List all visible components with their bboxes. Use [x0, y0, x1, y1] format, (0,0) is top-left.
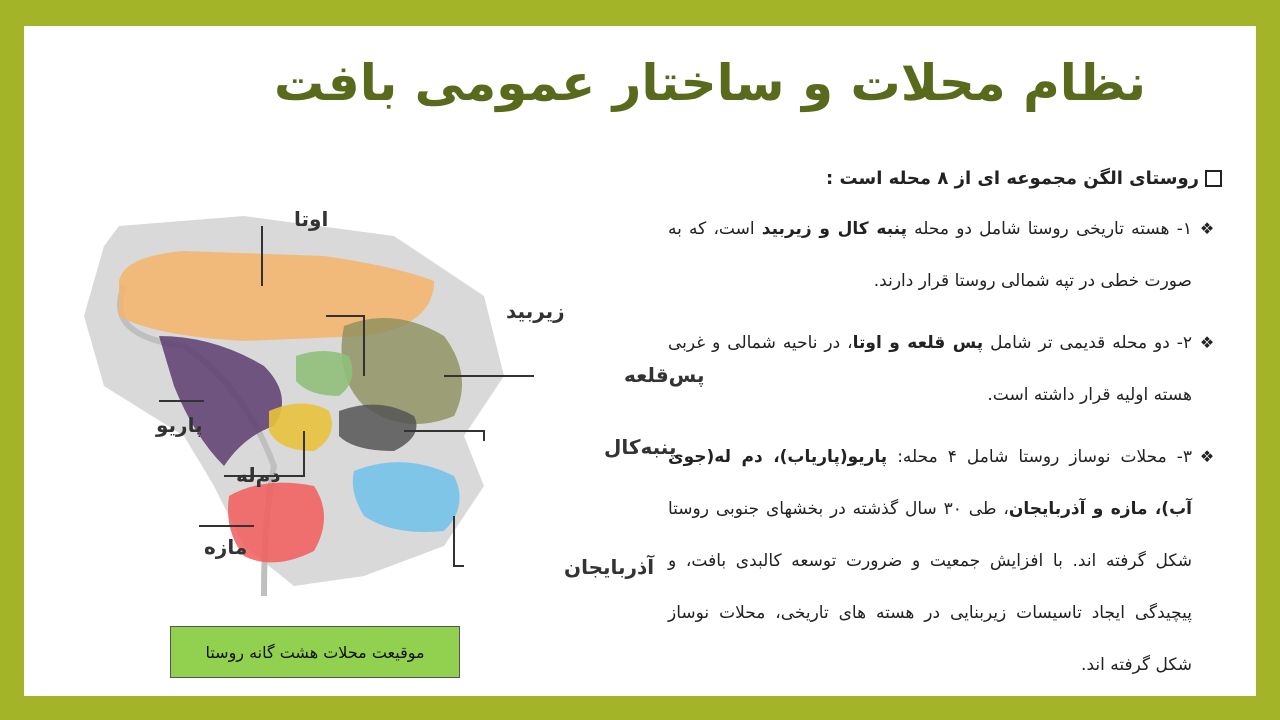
item-text: ۱- هسته تاریخی روستا شامل دو محله پنبه کال و زیربید است، که به صورت خطی در تپه شمالی روستا قرار دارند. — [668, 219, 1192, 291]
label-panbekal: پنبه‌کال — [604, 435, 677, 459]
list-item — [668, 431, 1222, 691]
neighborhood-map — [64, 186, 705, 616]
label-ota: اوتا — [294, 207, 329, 231]
label-mazeh: مازه — [204, 535, 248, 559]
page-title: نظام محلات و ساختار عمومی بافت — [274, 54, 1146, 112]
label-azarbaijan: آذربایجان — [564, 555, 655, 579]
item-text: ۲- دو محله قدیمی تر شامل پس قلعه و اوتا، در ناحیه شمالی و غربی هسته اولیه قرار داشته است. — [668, 333, 1193, 405]
intro-line — [668, 168, 1222, 189]
item-text: ۳- محلات نوساز روستا شامل ۴ محله: پاریو(پاریاب)، دم له(جوی آب)، مازه و آذربایجان، طی ۳۰ سال گذشته در بخشهای جنوبی روستا شکل گرفته اند. با افزایش جمعیت و ضرورت توسعه کالبدی بافت، و پیچیدگی ایجاد تاسیسات زیربنایی در هسته های تاریخی، محلات نوساز شکل گرفته اند. — [668, 447, 1192, 675]
label-zirbid: زیربید — [506, 299, 565, 323]
label-pariu: پاریو — [156, 413, 203, 437]
list-item — [668, 317, 1222, 421]
diamond-bullet-icon: ❖ — [1199, 447, 1215, 466]
slide — [24, 26, 1256, 696]
text-block — [668, 168, 1222, 701]
checkbox-bullet-icon — [1205, 170, 1222, 187]
map-caption: موقیعت محلات هشت گانه روستا — [170, 626, 460, 678]
map-svg — [64, 186, 705, 616]
diamond-bullet-icon: ❖ — [1199, 333, 1215, 352]
list-item — [668, 203, 1222, 307]
intro-text: روستای الگن مجموعه ای از ۸ محله است : — [826, 168, 1199, 189]
label-pasghaleh: پس‌قلعه — [624, 363, 705, 387]
label-domleh: دم‌له — [236, 463, 281, 487]
diamond-bullet-icon: ❖ — [1199, 219, 1215, 238]
